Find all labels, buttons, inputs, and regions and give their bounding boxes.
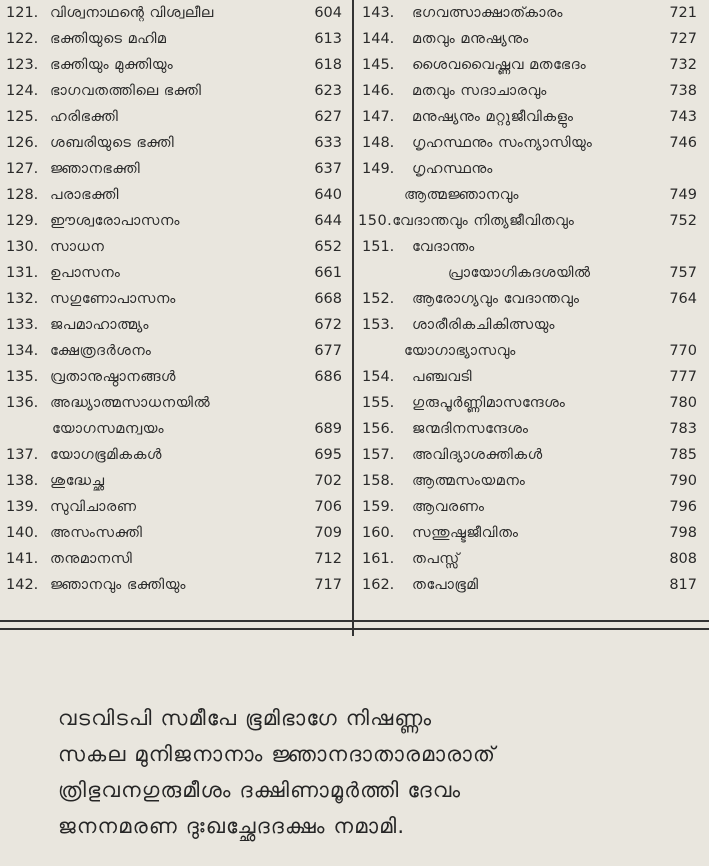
entry-number: 146. — [362, 83, 395, 99]
entry-title: അസംസക്തി — [50, 525, 143, 541]
entry-page-number: 644 — [314, 213, 342, 229]
entry-title: ഭാഗവതത്തിലെ ഭക്തി — [50, 83, 202, 99]
entry-page-number: 752 — [669, 213, 697, 229]
entry-title: ഗുരുപൂർണ്ണിമാസന്ദേശം — [412, 395, 566, 411]
toc-entry — [0, 520, 350, 546]
entry-number: 140. — [6, 525, 39, 541]
entry-number: 131. — [6, 265, 39, 281]
verse-line: ത്രിഭുവനഗുരുമീശം ദക്ഷിണാമൂർത്തി ദേവം — [58, 778, 462, 802]
toc-entry — [358, 546, 709, 572]
entry-title: മനുഷ്യനും മറ്റുജീവികളും — [412, 109, 574, 125]
entry-title: ശബരിയുടെ ഭക്തി — [50, 135, 175, 151]
entry-page-number: 727 — [669, 31, 697, 47]
toc-entry — [0, 312, 350, 338]
toc-entry — [358, 78, 709, 104]
entry-title: പരാഭക്തി — [50, 187, 119, 203]
toc-entry — [0, 286, 350, 312]
toc-entry — [0, 442, 350, 468]
toc-entry — [0, 208, 350, 234]
entry-title: വേദാന്തവും നിത്യജീവിതവും — [392, 213, 575, 229]
entry-number: 153. — [362, 317, 395, 333]
entry-title: ജ്ഞാനഭക്തി — [50, 161, 141, 177]
entry-title: തപസ്സ് — [412, 551, 460, 567]
entry-page-number: 764 — [669, 291, 697, 307]
verse-line: വടവിടപി സമീപേ ഭൂമിഭാഗേ നിഷണ്ണം — [58, 706, 433, 730]
entry-title: മതവും മനുഷ്യനും — [412, 31, 529, 47]
toc-left-column — [0, 0, 350, 598]
toc-entry — [0, 494, 350, 520]
entry-page-number: 613 — [314, 31, 342, 47]
entry-page-number: 686 — [314, 369, 342, 385]
entry-title: മതവും സദാചാരവും — [412, 83, 547, 99]
entry-page-number: 695 — [314, 447, 342, 463]
entry-title: പഞ്ചവടി — [412, 369, 473, 385]
entry-number: 143. — [362, 5, 395, 21]
toc-entry — [0, 260, 350, 286]
entry-title: വേദാന്തം — [412, 239, 475, 255]
entry-number: 137. — [6, 447, 39, 463]
entry-page-number: 808 — [669, 551, 697, 567]
toc-entry — [0, 130, 350, 156]
entry-title: തനുമാനസി — [50, 551, 133, 567]
toc-entry — [358, 442, 709, 468]
toc-entry — [358, 312, 709, 338]
entry-number: 139. — [6, 499, 39, 515]
entry-number: 135. — [6, 369, 39, 385]
toc-entry — [0, 182, 350, 208]
entry-number: 125. — [6, 109, 39, 125]
entry-page-number: 672 — [314, 317, 342, 333]
entry-title: ശാരീരികചികിത്സയും — [412, 317, 556, 333]
entry-page-number: 637 — [314, 161, 342, 177]
toc-entry — [358, 260, 709, 286]
toc-entry — [0, 104, 350, 130]
verse-line: ജനനമരണ ദുഃഖച്ഛേദദക്ഷം നമാമി. — [58, 814, 406, 838]
toc-entry — [0, 234, 350, 260]
entry-page-number: 780 — [669, 395, 697, 411]
toc-entry — [0, 78, 350, 104]
entry-title: ഭക്തിയുടെ മഹിമ — [50, 31, 167, 47]
entry-title: ഗൃഹസ്ഥനും സംന്യാസിയും — [412, 135, 593, 151]
toc-right-column — [358, 0, 709, 598]
entry-number: 138. — [6, 473, 39, 489]
entry-page-number: 770 — [669, 343, 697, 359]
rule-bottom — [0, 628, 709, 630]
entry-number: 142. — [6, 577, 39, 593]
entry-page-number: 706 — [314, 499, 342, 515]
entry-number: 152. — [362, 291, 395, 307]
entry-number: 148. — [362, 135, 395, 151]
entry-number: 134. — [6, 343, 39, 359]
entry-title: ശുദ്ധേച്ഛ — [50, 473, 105, 489]
entry-title: പ്രായോഗികദശയിൽ — [448, 265, 591, 281]
entry-title: വിശ്വനാഥന്റെ വിശ്വലീല — [50, 5, 214, 21]
entry-page-number: 817 — [669, 577, 697, 593]
verse-line: സകല മുനിജനാനാം ജ്ഞാനദാതാരമാരാത് — [58, 742, 497, 766]
entry-page-number: 618 — [314, 57, 342, 73]
entry-page-number: 738 — [669, 83, 697, 99]
toc-entry — [358, 0, 709, 26]
toc-entry — [358, 234, 709, 260]
entry-page-number: 640 — [314, 187, 342, 203]
entry-page-number: 668 — [314, 291, 342, 307]
entry-page-number: 777 — [669, 369, 697, 385]
toc-entry — [0, 338, 350, 364]
toc-entry — [358, 338, 709, 364]
entry-number: 147. — [362, 109, 395, 125]
entry-title: അവിദ്യാശക്തികൾ — [412, 447, 543, 463]
entry-page-number: 790 — [669, 473, 697, 489]
toc-entry — [0, 468, 350, 494]
toc-entry — [358, 416, 709, 442]
entry-number: 160. — [362, 525, 395, 541]
toc-entry — [358, 182, 709, 208]
entry-number: 124. — [6, 83, 39, 99]
entry-page-number: 749 — [669, 187, 697, 203]
toc-entry — [0, 546, 350, 572]
entry-number: 149. — [362, 161, 395, 177]
toc-entry — [358, 286, 709, 312]
entry-title: ആവരണം — [412, 499, 485, 515]
toc-entry — [358, 156, 709, 182]
entry-page-number: 783 — [669, 421, 697, 437]
entry-page-number: 721 — [669, 5, 697, 21]
entry-page-number: 702 — [314, 473, 342, 489]
entry-title: യോഗാഭ്യാസവും — [404, 343, 516, 359]
entry-title: ഹരിഭക്തി — [50, 109, 119, 125]
entry-title: ഈശ്വരോപാസനം — [50, 213, 180, 229]
entry-number: 150. — [358, 213, 393, 229]
entry-title: സഗുണോപാസനം — [50, 291, 176, 307]
entry-number: 155. — [362, 395, 395, 411]
entry-number: 159. — [362, 499, 395, 515]
entry-page-number: 743 — [669, 109, 697, 125]
toc-entry — [0, 390, 350, 416]
toc-entry — [358, 468, 709, 494]
toc-entry — [358, 104, 709, 130]
entry-title: ക്ഷേത്രദർശനം — [50, 343, 152, 359]
entry-number: 158. — [362, 473, 395, 489]
entry-title: ജ്ഞാനവും ഭക്തിയും — [50, 577, 186, 593]
entry-page-number: 677 — [314, 343, 342, 359]
entry-line — [358, 208, 574, 234]
entry-title: തപോഭൂമി — [412, 577, 479, 593]
toc-entry — [358, 26, 709, 52]
entry-number: 141. — [6, 551, 39, 567]
toc-entry — [0, 364, 350, 390]
entry-number: 127. — [6, 161, 39, 177]
entry-title: ഭഗവത്സാക്ഷാത്കാരം — [412, 5, 563, 21]
toc-entry — [358, 520, 709, 546]
rule-top — [0, 620, 709, 622]
toc-entry — [358, 572, 709, 598]
toc-entry — [358, 390, 709, 416]
entry-number: 126. — [6, 135, 39, 151]
toc-entry — [0, 0, 350, 26]
entry-page-number: 746 — [669, 135, 697, 151]
entry-number: 156. — [362, 421, 395, 437]
toc-entry — [358, 52, 709, 78]
entry-number: 161. — [362, 551, 395, 567]
entry-number: 154. — [362, 369, 395, 385]
toc-entry — [0, 156, 350, 182]
entry-number: 128. — [6, 187, 39, 203]
entry-title: സാധന — [50, 239, 105, 255]
entry-number: 133. — [6, 317, 39, 333]
entry-title: യോഗഭൂമികകൾ — [50, 447, 162, 463]
column-divider — [352, 0, 354, 636]
entry-page-number: 732 — [669, 57, 697, 73]
entry-number: 121. — [6, 5, 39, 21]
entry-page-number: 709 — [314, 525, 342, 541]
toc-entry — [358, 494, 709, 520]
entry-page-number: 796 — [669, 499, 697, 515]
entry-page-number: 712 — [314, 551, 342, 567]
entry-title: ശൈവവൈഷ്ണവ മതഭേദം — [412, 57, 587, 73]
dhyana-verse — [58, 700, 708, 844]
entry-page-number: 652 — [314, 239, 342, 255]
entry-number: 157. — [362, 447, 395, 463]
entry-page-number: 689 — [314, 421, 342, 437]
entry-number: 151. — [362, 239, 395, 255]
entry-title: ആത്മജ്ഞാനവും — [404, 187, 519, 203]
entry-number: 122. — [6, 31, 39, 47]
entry-title: യോഗസമന്വയം — [52, 421, 165, 437]
entry-page-number: 604 — [314, 5, 342, 21]
entry-number: 129. — [6, 213, 39, 229]
entry-title: ആരോഗ്യവും വേദാന്തവും — [412, 291, 580, 307]
entry-title: ഗൃഹസ്ഥനും — [412, 161, 493, 177]
entry-title: അദ്ധ്യാത്മസാധനയിൽ — [50, 395, 211, 411]
entry-page-number: 633 — [314, 135, 342, 151]
toc-entry — [358, 130, 709, 156]
entry-number: 132. — [6, 291, 39, 307]
entry-title: സന്തുഷ്ടജീവിതം — [412, 525, 519, 541]
entry-number: 136. — [6, 395, 39, 411]
entry-number: 162. — [362, 577, 395, 593]
entry-title: സുവിചാരണ — [50, 499, 137, 515]
entry-number: 123. — [6, 57, 39, 73]
entry-title: ജന്മദിനസന്ദേശം — [412, 421, 529, 437]
entry-title: ജപമാഹാത്മ്യം — [50, 317, 149, 333]
entry-page-number: 627 — [314, 109, 342, 125]
entry-title: ആത്മസംയമനം — [412, 473, 526, 489]
entry-title: വ്രതാനുഷ്ഠാനങ്ങൾ — [50, 369, 176, 385]
entry-number: 130. — [6, 239, 39, 255]
entry-number: 144. — [362, 31, 395, 47]
toc-entry — [0, 572, 350, 598]
entry-title: ഭക്തിയും മുക്തിയും — [50, 57, 174, 73]
entry-title: ഉപാസനം — [50, 265, 121, 281]
toc-entry — [0, 26, 350, 52]
entry-page-number: 717 — [314, 577, 342, 593]
entry-page-number: 785 — [669, 447, 697, 463]
entry-page-number: 798 — [669, 525, 697, 541]
toc-entry — [0, 52, 350, 78]
entry-page-number: 623 — [314, 83, 342, 99]
toc-entry — [358, 364, 709, 390]
entry-page-number: 757 — [669, 265, 697, 281]
entry-number: 145. — [362, 57, 395, 73]
entry-page-number: 661 — [314, 265, 342, 281]
toc-entry — [0, 416, 350, 442]
toc-entry — [358, 208, 709, 234]
